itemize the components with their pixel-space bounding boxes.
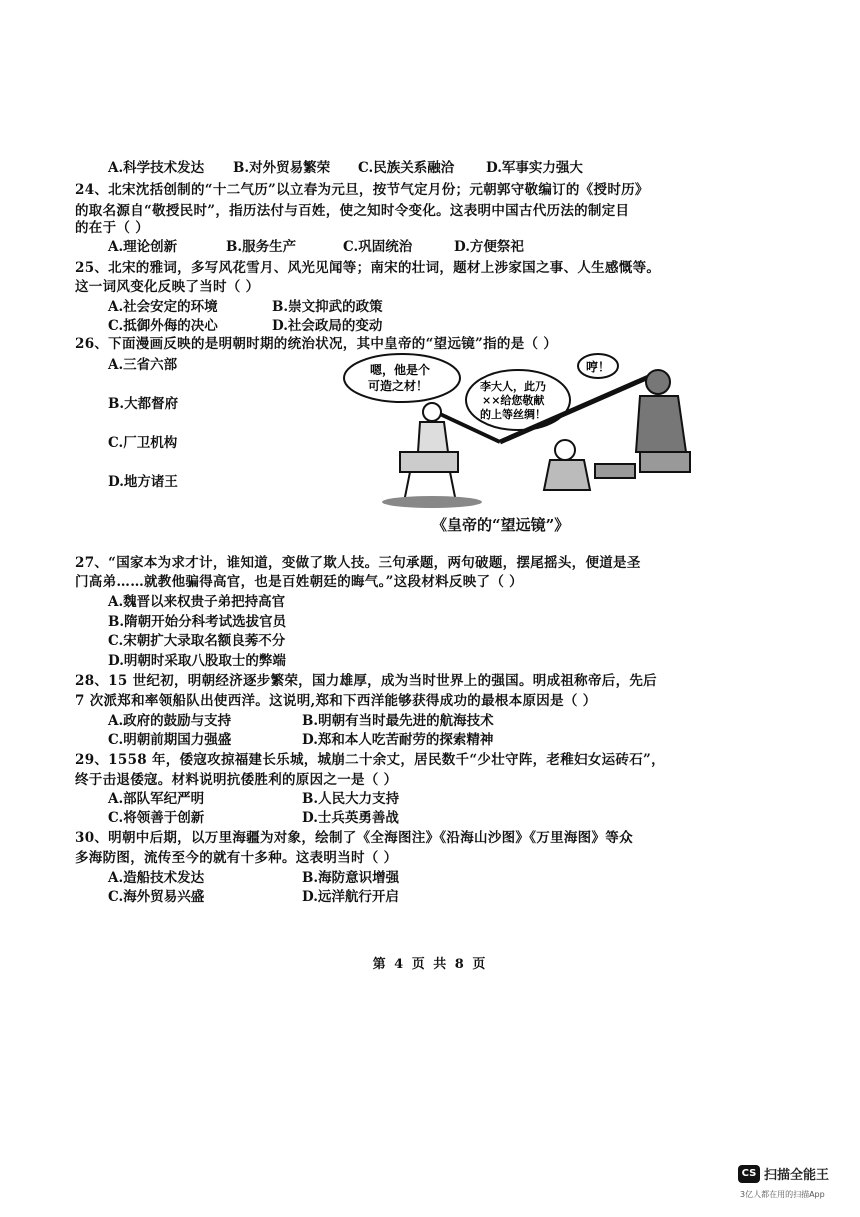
- q27-option-b: B.隋朝开始分科考试选拔官员: [108, 614, 287, 630]
- q24-stem-line3: 的在于（ ）: [75, 220, 149, 236]
- q30-option-b: B.海防意识增强: [302, 870, 400, 886]
- q29-option-c: C.将领善于创新: [108, 810, 205, 826]
- q28-option-b: B.明朝有当时最先进的航海技术: [302, 713, 494, 729]
- scanner-watermark: [738, 1164, 829, 1183]
- q30-stem-line2: 多海防图，流传至今的就有十多种。这表明当时（ ）: [75, 850, 398, 866]
- scanner-tagline: 3亿人都在用的扫描App: [740, 1190, 825, 1199]
- q27-option-a: A.魏晋以来权贵子弟把持高官: [108, 594, 286, 610]
- q23-option-c: C.民族关系融洽: [358, 160, 455, 176]
- q29-option-b: B.人民大力支持: [302, 791, 400, 807]
- q26-option-c: C.厂卫机构: [108, 435, 178, 451]
- bubble-official-line3: 的上等丝绸！: [480, 408, 546, 421]
- q30-option-d: D.远洋航行开启: [302, 889, 399, 905]
- q28-option-c: C.明朝前期国力强盛: [108, 732, 232, 748]
- q30-option-c: C.海外贸易兴盛: [108, 889, 205, 905]
- q26-option-d: D.地方诸王: [108, 474, 178, 490]
- q25-option-a: A.社会安定的环境: [108, 299, 218, 315]
- q26-stem: 26、下面漫画反映的是明朝时期的统治状况，其中皇帝的“望远镜”指的是（ ）: [75, 336, 558, 352]
- q27-option-d: D.明朝时采取八股取士的弊端: [108, 653, 286, 669]
- q29-option-a: A.部队军纪严明: [108, 791, 205, 807]
- q24-option-a: A.理论创新: [108, 239, 178, 255]
- q24-stem-line1: 24、北宋沈括创制的“十二气历”以立春为元旦，按节气定月份；元朝郭守敬编订的《授时历》: [75, 182, 649, 198]
- q24-option-b: B.服务生产: [226, 239, 297, 255]
- q23-option-a: A.科学技术发达: [108, 160, 205, 176]
- bubble-emperor-line2: 可造之材！: [368, 379, 429, 393]
- q29-stem-line2: 终于击退倭寇。材料说明抗倭胜利的原因之一是（ ）: [75, 772, 398, 788]
- q28-stem-line1: 28、15 世纪初，明朝经济逐步繁荣，国力雄厚，成为当时世界上的强国。明成祖称帝后，先后: [75, 673, 657, 689]
- cartoon-illustration: [340, 352, 695, 512]
- ground-shadow: [382, 496, 482, 508]
- q27-stem-line1: 27、“国家本为求才计，谁知道，变做了欺人技。三句承题，两句破题，摆尾摇头，便道是圣: [75, 555, 641, 571]
- scanner-app-name: 扫描全能王: [764, 1168, 830, 1183]
- q27-option-c: C.宋朝扩大录取名额良莠不分: [108, 633, 286, 649]
- bubble-emperor-line1: 嗯，他是个: [370, 363, 431, 377]
- q28-option-a: A.政府的鼓励与支持: [108, 713, 232, 729]
- q29-stem-line1: 29、1558 年，倭寇攻掠福建长乐城，城崩二十余丈，居民数千“少壮守阵，老稚妇女运砖石”，: [75, 752, 665, 768]
- q24-stem-line2: 的取名源自“敬授民时”，指历法付与百姓，使之知时令变化。这表明中国古代历法的制定目: [75, 203, 630, 219]
- page-number: 第 4 页 共 8 页: [372, 957, 488, 972]
- q25-option-c: C.抵御外侮的决心: [108, 318, 218, 334]
- q23-option-d: D.军事实力强大: [486, 160, 583, 176]
- q27-stem-line2: 门高弟……就教他骗得高官，也是百姓朝廷的晦气。”这段材料反映了（ ）: [75, 574, 523, 590]
- bubble-official-line1: 李大人，此乃: [480, 380, 546, 393]
- q26-option-a: A.三省六部: [108, 357, 178, 373]
- q29-option-d: D.士兵英勇善战: [302, 810, 399, 826]
- q24-option-d: D.方便祭祀: [454, 239, 524, 255]
- q23-option-b: B.对外贸易繁荣: [233, 160, 331, 176]
- q25-option-b: B.崇文抑武的政策: [272, 299, 383, 315]
- bubble-official-line2: ××给您敬献: [482, 394, 545, 407]
- q28-stem-line2: 7 次派郑和率领船队出使西洋。这说明,郑和下西洋能够获得成功的最根本原因是（ ）: [75, 693, 597, 709]
- speech-bubble-emperor: [344, 354, 460, 402]
- q25-option-d: D.社会政局的变动: [272, 318, 383, 334]
- bubble-spy-text: 哼！: [586, 360, 611, 374]
- q30-option-a: A.造船技术发达: [108, 870, 205, 886]
- official-figure: [544, 440, 635, 490]
- q26-option-b: B.大都督府: [108, 396, 179, 412]
- q25-stem-line2: 这一词风变化反映了当时（ ）: [75, 279, 260, 295]
- q24-option-c: C.巩固统治: [343, 239, 413, 255]
- q30-stem-line1: 30、明朝中后期，以万里海疆为对象，绘制了《全海图注》《沿海山沙图》《万里海图》等众: [75, 830, 633, 846]
- q25-stem-line1: 25、北宋的雅词，多写风花雪月、风光见闻等；南宋的壮词，题材上涉家国之事、人生感慨等。: [75, 260, 661, 276]
- spy-figure: [636, 370, 690, 472]
- cartoon-caption: 《皇帝的“望远镜”》: [432, 516, 570, 534]
- cs-logo-icon: CS: [738, 1165, 760, 1183]
- q28-option-d: D.郑和本人吃苦耐劳的探索精神: [302, 732, 494, 748]
